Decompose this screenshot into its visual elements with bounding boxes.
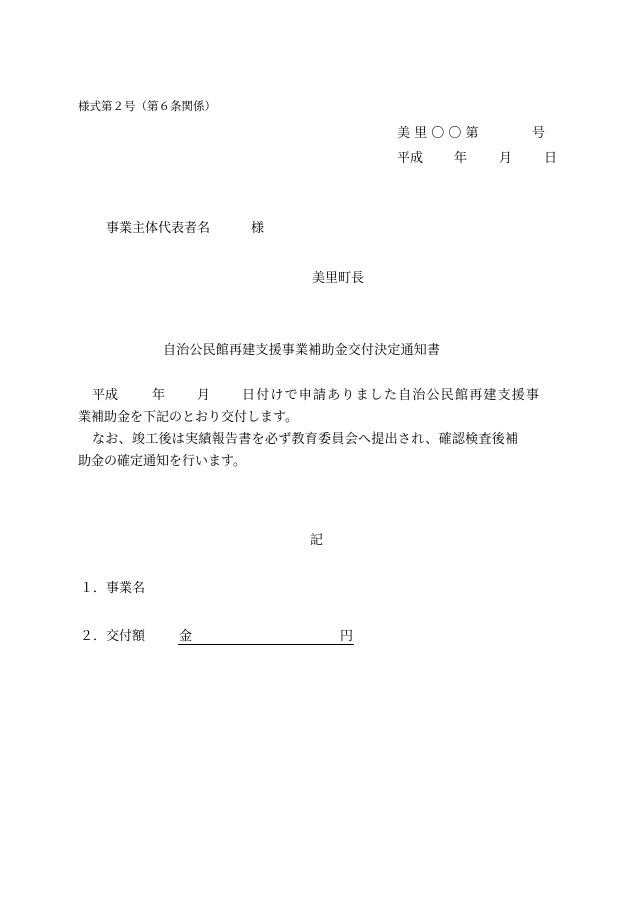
reference-prefix: 美 里 〇 〇 第 (397, 126, 479, 141)
reference-suffix: 号 (532, 126, 546, 141)
addressee (106, 221, 265, 236)
p1-line2: 業補助金を下記のとおり交付します。 (78, 410, 298, 425)
p1-era: 平成 (92, 388, 119, 403)
item-number: ２． (80, 629, 107, 644)
form-number: 様式第２号（第６条関係） (78, 99, 216, 113)
p2-line1: なお、竣工後は実績報告書を必ず教育委員会へ提出され、確認検査後補 (92, 432, 519, 447)
amount-suffix: 円 (339, 629, 353, 644)
p1-year: 年 (152, 388, 166, 403)
grant-amount-field (178, 628, 354, 645)
issue-date-era: 平成 (397, 151, 424, 166)
ki-heading: 記 (310, 533, 324, 548)
issue-date-month: 月 (499, 151, 513, 166)
addressee-name: 事業主体代表者名 (106, 221, 211, 236)
issue-date-day: 日 (544, 151, 558, 166)
amount-prefix: 金 (179, 629, 193, 644)
addressee-honorific: 様 (251, 221, 265, 236)
sender: 美里町長 (312, 271, 365, 286)
item-label: 交付額 (106, 629, 146, 644)
item-label: 事業名 (106, 581, 146, 596)
document-title: 自治公民館再建支援事業補助金交付決定通知書 (163, 343, 441, 358)
issue-date-year: 年 (454, 151, 468, 166)
p1-month: 月 (197, 388, 211, 403)
p1-rest-line1: 日付けで申請ありました自治公民館再建支援事 (242, 388, 541, 403)
item-number: １． (80, 581, 107, 596)
p2-line2: 助金の確定通知を行います。 (78, 454, 246, 469)
